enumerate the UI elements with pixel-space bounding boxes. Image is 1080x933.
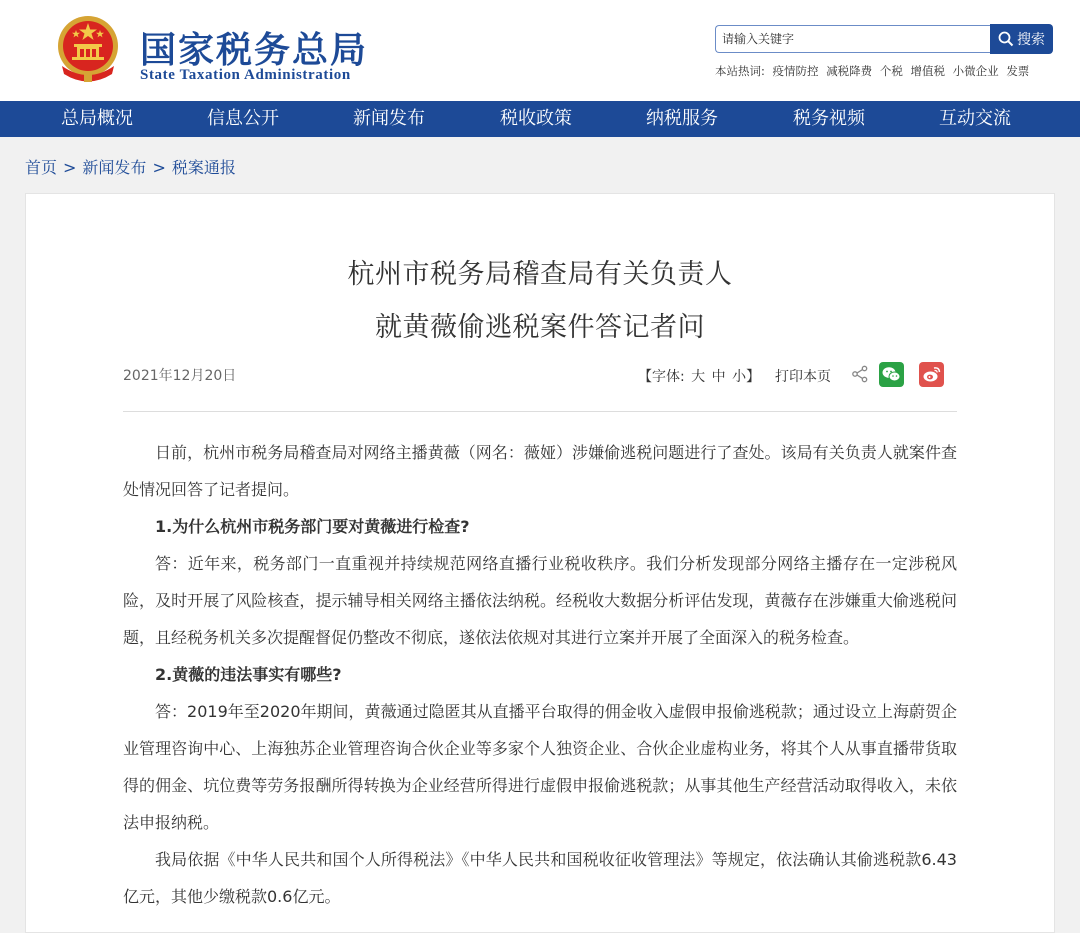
national-emblem-icon[interactable] [54,14,122,84]
article-question-2: 2.黄薇的违法事实有哪些? [155,665,342,684]
nav-item-service[interactable]: 纳税服务 [646,108,718,129]
breadcrumb-tax-cases[interactable]: 税案通报 [171,158,236,177]
hotword-link[interactable]: 发票 [1006,64,1030,78]
article-date: 2021年12月20日 [123,368,237,384]
article-title-line1: 杭州市税务局稽查局有关负责人 [347,259,733,290]
breadcrumb-home[interactable]: 首页 [25,158,58,177]
nav-item-policy[interactable]: 税收政策 [500,108,572,129]
article-answer-1: 答：近年来，税务部门一直重视并持续规范网络直播行业税收秩序。我们分析发现部分网络主播存在一定涉税风险，及时开展了风险核查，提示辅导相关网络主播依法纳税。经税收大数据分析评估发现，黄薇存在涉嫌重大偷逃税问题，且经税务机关多次提醒督促仍整改不彻底，遂依法依规对其进行立案并开展了全面深入的税务检查。 [123,554,957,647]
site-title-english[interactable]: State Taxation Administration [140,67,351,83]
site-title-chinese[interactable]: 国家税务总局 [140,30,369,71]
article-answer-2: 答：2019年至2020年期间，黄薇通过隐匿其从直播平台取得的佣金收入虚假申报偷逃税款；通过设立上海蔚贺企业管理咨询中心、上海独苏企业管理咨询合伙企业等多家个人独资企业、合伙企业虚构业务，将其个人从事直播带货取得的佣金、坑位费等劳务报酬所得转换为企业经营所得进行虚假申报偷逃税款；从事其他生产经营活动取得收入，未依法申报纳税。 [123,702,957,832]
wechat-glyph-icon [879,362,904,387]
search-button[interactable] [990,24,1053,54]
font-label-open: 【字体: [638,369,685,385]
nav-item-news[interactable]: 新闻发布 [353,108,425,129]
breadcrumb-separator: > [63,158,77,177]
article-question-1: 1.为什么杭州市税务部门要对黄薇进行检查? [155,517,470,536]
print-page-link[interactable]: 打印本页 [775,369,831,385]
article-paragraph-intro: 日前，杭州市税务局稽查局对网络主播黄薇（网名：薇娅）涉嫌偷逃税问题进行了查处。该局有关负责人就案件查处情况回答了记者提问。 [123,443,957,499]
font-size-large[interactable]: 大 [691,369,706,385]
main-nav [0,101,1080,137]
hotwords-bar [715,63,1033,79]
header-divider [123,411,957,412]
weibo-glyph-icon [919,362,944,387]
font-size-controls [638,366,760,386]
hotword-link[interactable]: 增值税 [910,64,945,78]
nav-item-overview[interactable]: 总局概况 [61,108,133,129]
breadcrumb-news[interactable]: 新闻发布 [82,158,147,177]
share-icon[interactable] [851,365,869,383]
hotword-link[interactable]: 疫情防控 [772,64,819,78]
search-icon [998,31,1014,47]
hotwords-label: 本站热词: [715,64,765,78]
nav-item-interaction[interactable]: 互动交流 [939,108,1011,129]
font-size-small[interactable]: 小 [732,369,747,385]
search-input[interactable] [715,25,990,53]
nav-item-video[interactable]: 税务视频 [793,108,865,129]
font-label-close: 】 [746,369,761,385]
article-answer-2-continued: 我局依据《中华人民共和国个人所得税法》《中华人民共和国税收征收管理法》等规定，依法确认其偷逃税款6.43亿元，其他少缴税款0.6亿元。 [123,850,957,906]
article-title-line2: 就黄薇偷逃税案件答记者问 [375,312,705,343]
hotword-link[interactable]: 小微企业 [952,64,999,78]
breadcrumb [25,155,236,178]
weibo-share-icon[interactable] [919,362,944,387]
nav-item-disclosure[interactable]: 信息公开 [207,108,279,129]
hotword-link[interactable]: 个税 [879,64,903,78]
site-header [0,0,1080,101]
hotword-link[interactable]: 减税降费 [826,64,873,78]
font-size-medium[interactable]: 中 [711,369,726,385]
breadcrumb-separator: > [152,158,166,177]
search-button-label: 搜索 [1017,32,1045,48]
wechat-share-icon[interactable] [879,362,904,387]
